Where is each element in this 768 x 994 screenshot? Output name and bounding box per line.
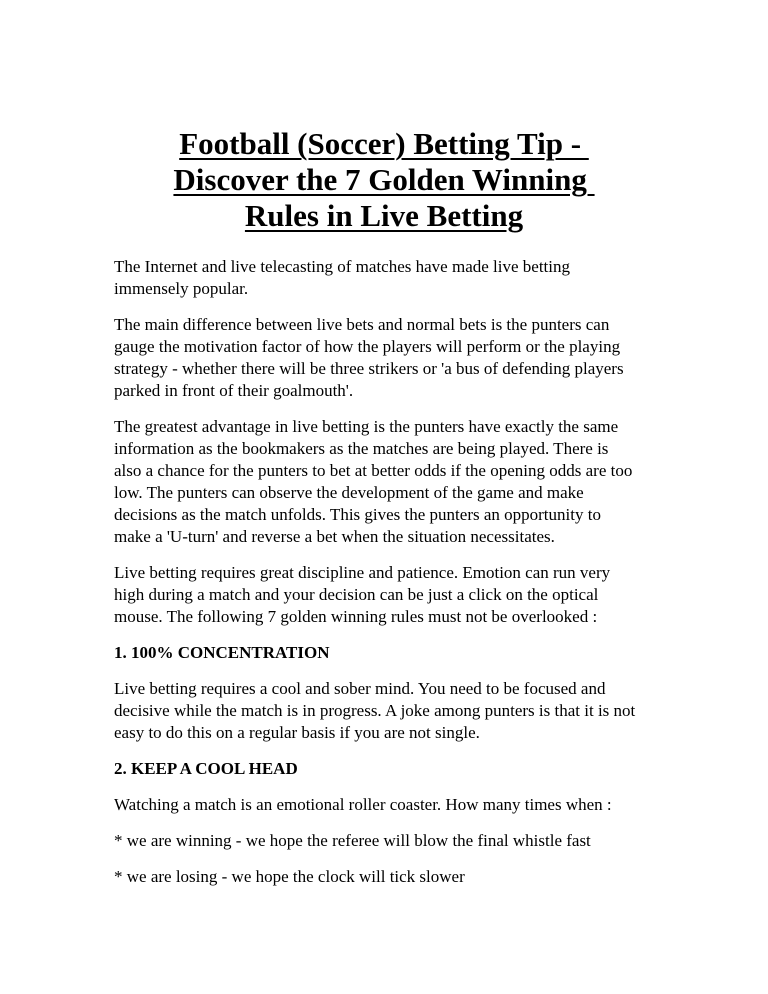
- section-heading-cool-head: 2. KEEP A COOL HEAD: [114, 759, 298, 778]
- discipline-paragraph: [114, 562, 659, 628]
- text-line: also a chance for the punters to bet at better odds if the opening odds are too: [114, 461, 633, 480]
- title-line-3: Rules in Live Betting: [244, 198, 524, 233]
- title-line-2: Discover the 7 Golden Winning: [173, 162, 595, 197]
- roller-coaster-paragraph: [114, 794, 659, 816]
- text-line: immensely popular.: [114, 279, 249, 298]
- text-line: The main difference between live bets and normal bets is the punters can: [114, 315, 610, 334]
- advantage-paragraph: [114, 416, 659, 548]
- title-line-1: Football (Soccer) Betting Tip -: [179, 126, 589, 161]
- text-line: gauge the motivation factor of how the players will perform or the playing: [114, 337, 621, 356]
- text-line: information as the bookmakers as the matches are being played. There is: [114, 439, 609, 458]
- text-line: low. The punters can observe the development of the game and make: [114, 483, 584, 502]
- document-title: [0, 126, 768, 234]
- text-line: parked in front of their goalmouth'.: [114, 381, 354, 400]
- text-line: strategy - whether there will be three strikers or 'a bus of defending players: [114, 359, 624, 378]
- text-line: Live betting requires a cool and sober mind. You need to be focused and: [114, 679, 606, 698]
- text-line: easy to do this on a regular basis if you are not single.: [114, 723, 480, 742]
- bullet-winning: [114, 830, 659, 852]
- intro-paragraph: [114, 256, 659, 300]
- concentration-paragraph: [114, 678, 659, 744]
- text-line: The Internet and live telecasting of matches have made live betting: [114, 257, 570, 276]
- text-line: The greatest advantage in live betting is the punters have exactly the same: [114, 417, 619, 436]
- text-line: decisions as the match unfolds. This gives the punters an opportunity to: [114, 505, 601, 524]
- text-line: decisive while the match is in progress. A joke among punters is that it is not: [114, 701, 636, 720]
- text-line: * we are winning - we hope the referee will blow the final whistle fast: [114, 831, 591, 850]
- text-line: * we are losing - we hope the clock will tick slower: [114, 867, 465, 886]
- section-heading-concentration: 1. 100% CONCENTRATION: [114, 643, 330, 662]
- text-line: make a 'U-turn' and reverse a bet when the situation necessitates.: [114, 527, 555, 546]
- document-body: [114, 256, 659, 902]
- text-line: mouse. The following 7 golden winning rules must not be overlooked :: [114, 607, 598, 626]
- difference-paragraph: [114, 314, 659, 402]
- text-line: Watching a match is an emotional roller coaster. How many times when :: [114, 795, 612, 814]
- text-line: Live betting requires great discipline and patience. Emotion can run very: [114, 563, 611, 582]
- text-line: high during a match and your decision can be just a click on the optical: [114, 585, 599, 604]
- bullet-losing: [114, 866, 659, 888]
